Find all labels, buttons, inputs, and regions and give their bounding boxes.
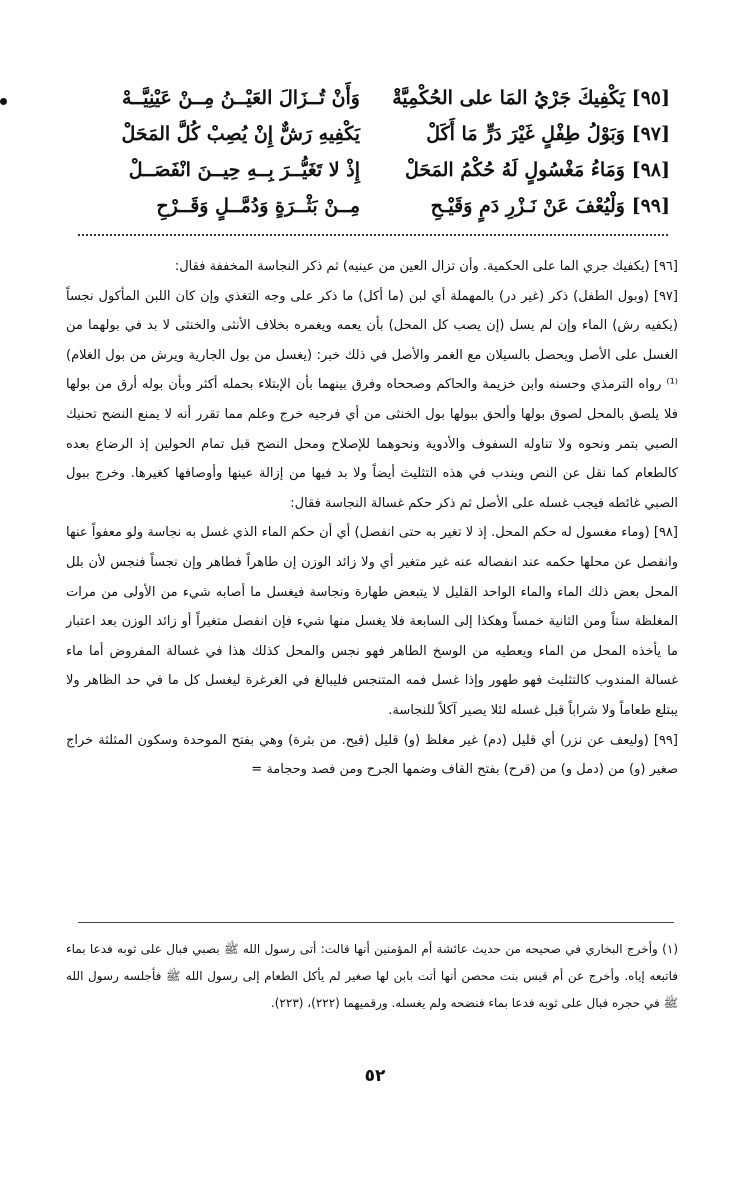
verse-block [70, 80, 670, 224]
verse-first-hemistich: [٩٧] وَبَوْلُ طِفْلٍ غَيْرَ دَرٍّ مَا أَكَلْ [426, 123, 670, 145]
verse-row [70, 80, 670, 116]
commentary-paragraph: [٩٨] (وماء مغسول له حكم المحل. إذ لا تغير به حتى انفصل) أي أن حكم الماء الذي غسل به نجاسة ولو معفواً عنها وانفصل عن محلها حكمه عند انفصاله عنه غير متغير أي ولا زائد الوزن إن طاهراً فطاهر وإن نجساً فنجس لأن بلل المحل بعض ذلك الماء والماء الواحد القليل لا يتبعض طهارة ونجاسة فيغسل ما أصابه شيء من الأولى من مرات المغلظة ستاً ومن الثانية خمساً وهكذا إلى السابعة فلا يغسل منها شيء فإن انفصل متغيراً أو زائد الوزن بعد اعتبار ما يأخذه المحل من الماء ويعطيه من الوسخ الطاهر فهو نجس والمحل كذلك هذا في غسالة المفروض أما ماء غسالة المندوب كالتثليث فهو طهور وإذا غسل فمه المتنجس فليبالغ في الغرغرة ليغسل كل ما في حد الظاهر ولا يبتلع طعاماً ولا شراباً قبل غسله لئلا يصير آكلاً للنجاسة. [66, 525, 678, 718]
verse-second-hemistich: يَكْفِيهِ رَشٌّ إِنْ يُصِبْ كُلَّ المَحَلْ [121, 123, 360, 145]
verse-second-hemistich: مِــنْ بَثْــرَةٍ وَدُمَّــلٍ وَقَــرْحِ [156, 195, 360, 217]
verse-row [70, 152, 670, 188]
margin-dot [0, 98, 7, 105]
commentary-paragraph: [٩٧] (وبول الطفل) ذكر (غير در) بالمهملة أي لبن (ما أكل) ما ذكر على وجه التغذي وإن كان اللبن المأكول نجساً (يكفيه رش) الماء وإن لم يسل (إن يصب كل المحل) بأن يعمه ويغمره بخلاف الأنثى والخنثى لا بد في بولهما من الغسل على الأصل ويحصل بالسيلان مع الغمر والأصل في ذلك خبر: (يغسل من بول الجارية ويرش من بول الغلام)⁽¹⁾ رواه الترمذي وحسنه وابن خزيمة والحاكم وصححاه وفرق بينهما بأن الإبتلاء بحمله أكثر وبأن بوله أرق من بولها فلا يلصق بالمحل لصوق بولها وألحق ببولها بول الخنثى من أي فرجيه خرج وعلم مما تقرر أنه لا يمنع النضح تحنيك الصبي بتمر ونحوه ولا تناوله السفوف والأدوية ونحوهما للإصلاح ومحل النضح قبل تمام الحولين إذ الرضاع بعده كالطعام كما نقل عن النص ويندب في هذه التثليث أيضاً ولا بد فيها من إزالة عينها وأوصافها كغيرها. وخرج ببول الصبي غائطه فيجب غسله على الأصل ثم ذكر حكم غسالة النجاسة فقال: [66, 288, 678, 511]
verse-row [70, 188, 670, 224]
verse-row [70, 116, 670, 152]
commentary-body [66, 252, 678, 785]
verse-second-hemistich: وَأَنْ تُــزَالَ العَيْــنُ مِــنْ عَيْنِيَّــهْ [121, 87, 360, 109]
dotted-divider [78, 234, 668, 236]
page-number: ٥٢ [364, 1066, 386, 1086]
verse-first-hemistich: [٩٥] يَكْفِيكَ جَرْيُ المَا على الحُكْمِيَّةْ [392, 87, 670, 109]
footnote: (١) وأخرج البخاري في صحيحه من حديث عائشة أم المؤمنين أنها قالت: أتى رسول الله ﷺ بصبي فبال على ثوبه فدعا بماء فاتبعه إياه. وأخرج عن أم قيس بنت محصن أنها أتت بابن لها صغير لم يأكل الطعام إلى رسول الله ﷺ فأجلسه رسول الله ﷺ في حجره فبال على ثوبه فدعا بماء فنضحه ولم يغسله. ورقميهما (٢٢٢)، (٢٢٣). [66, 942, 678, 1010]
footnote-separator [78, 922, 674, 923]
commentary-paragraph: [٩٦] (يكفيك جري الما على الحكمية. وأن تزال العين من عينيه) ثم ذكر النجاسة المخففة فقال: [174, 259, 678, 274]
verse-second-hemistich: إِذْ لا تَغَيُّــرَ بِــهِ حِيــنَ انْفَصَــلْ [128, 159, 360, 181]
commentary-paragraph: [٩٩] (وليعف عن نزر) أي قليل (دم) غير مغلظ (و) قليل (قيح. من بثرة) وهي بفتح الموحدة وسكون المثلثة خراج صغير (و) من (دمل و) من (قرح) بفتح القاف وضمها الجرح ومن فصد وحجامة = [66, 732, 678, 778]
verse-first-hemistich: [٩٨] وَمَاءُ مَغْسُولٍ لَهُ حُكْمُ المَحَلْ [404, 159, 670, 181]
verse-first-hemistich: [٩٩] وَلْيُعْفَ عَنْ نَـزْرِ دَمٍ وَقَيْـحِ [430, 195, 670, 217]
